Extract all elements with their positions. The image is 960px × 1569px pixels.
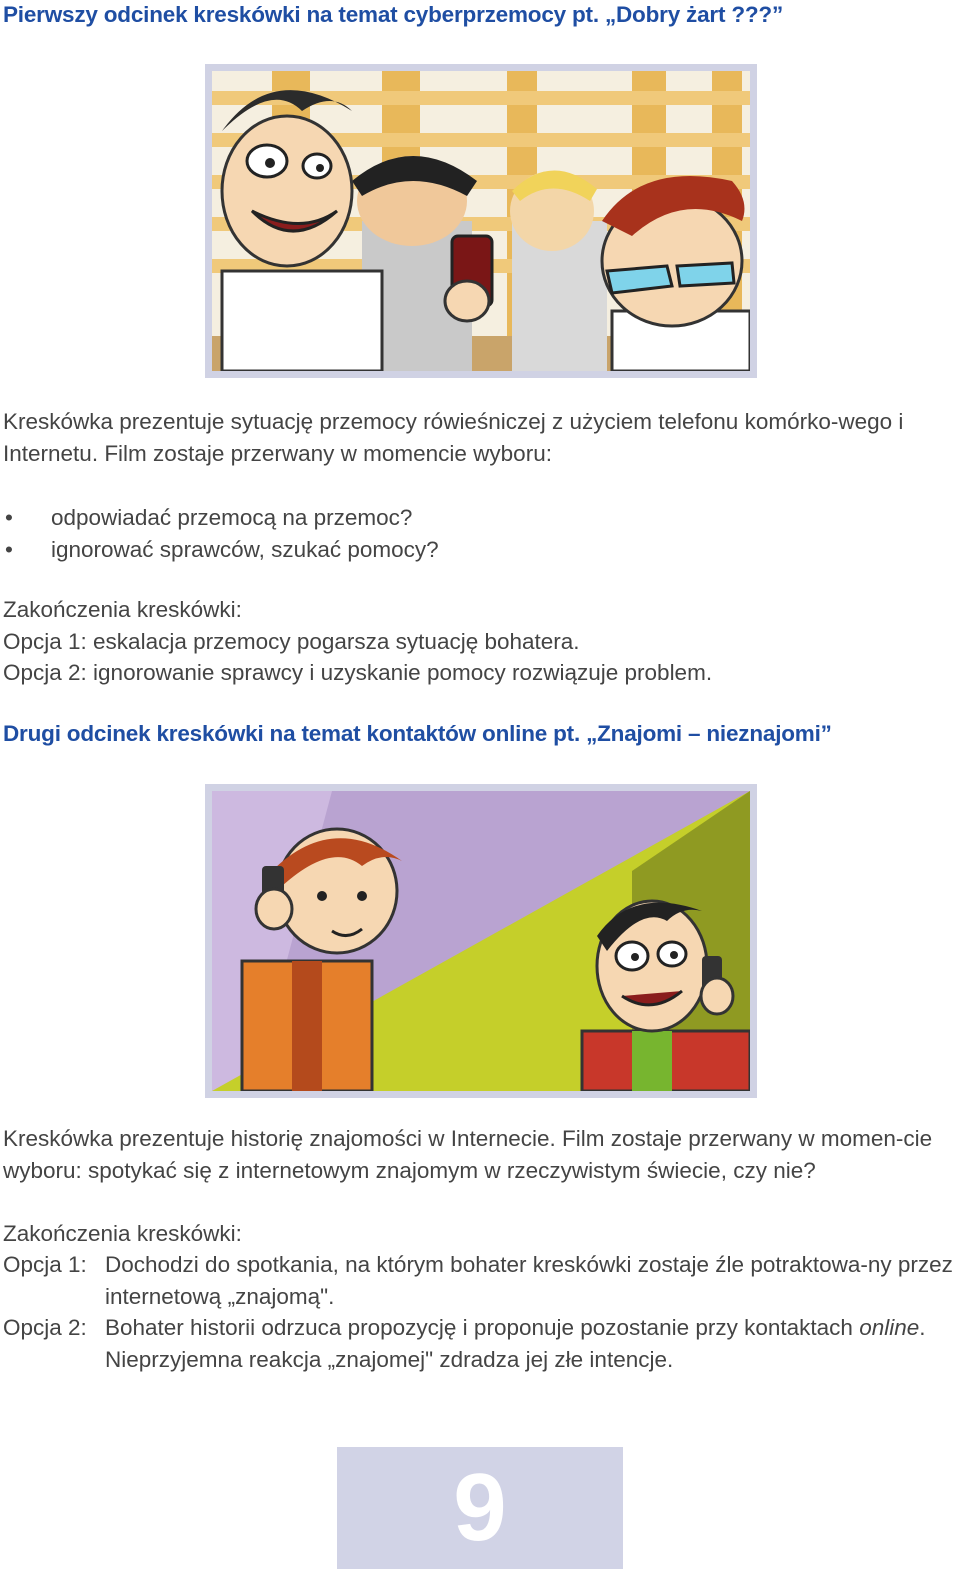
ending-option-2: [3, 1312, 958, 1375]
section1-heading: Pierwszy odcinek kreskówki na temat cyberprzemocy pt. „Dobry żart ???”: [3, 2, 784, 27]
page-number-box: [337, 1447, 623, 1569]
ending-option-1: [3, 1249, 958, 1312]
option-text: [3, 1312, 958, 1375]
cartoon-image-1: [212, 71, 750, 371]
cartoon-illustration-online-contacts: [205, 784, 757, 1098]
page-number: 9: [453, 1454, 507, 1561]
option-label: Opcja 2:: [3, 1315, 87, 1340]
choice-list: [3, 502, 439, 565]
endings-label: Zakończenia kreskówki:: [3, 1221, 242, 1246]
option-text: Dochodzi do spotkania, na którym bohater kreskówki zostaje źle potraktowa-ny przez internetową „znajomą".: [105, 1252, 953, 1309]
option-text-part: Bohater historii odrzuca propozycję i proponuje pozostanie przy kontaktach: [105, 1315, 860, 1340]
section1-description: Kreskówka prezentuje sytuację przemocy rówieśniczej z użyciem telefonu komórko-wego i Internetu. Film zostaje przerwany w momencie wyboru:: [3, 409, 904, 466]
ending-option-1: Opcja 1: eskalacja przemocy pogarsza sytuację bohatera.: [3, 629, 580, 654]
list-item: • ignorować sprawców, szukać pomocy?: [5, 536, 439, 562]
section2-heading: Drugi odcinek kreskówki na temat kontaktów online pt. „Znajomi – nieznajomi”: [3, 721, 832, 746]
endings-label: Zakończenia kreskówki:: [3, 597, 242, 622]
option-text-italic: online: [859, 1315, 920, 1340]
section2-description: Kreskówka prezentuje historię znajomości w Internecie. Film zostaje przerwany w momen-cie wyboru: spotykać się z internetowym znajomym w rzeczywistym świecie, czy nie?: [3, 1126, 933, 1183]
ending-option-2: Opcja 2: ignorowanie sprawcy i uzyskanie pomocy rozwiązuje problem.: [3, 660, 713, 685]
cartoon-illustration-bullying: [205, 64, 757, 378]
choice-text: ignorować sprawców, szukać pomocy?: [51, 536, 439, 562]
option-text-part: . Nieprzyjemna reakcja „znajomej" zdradza jej złe intencje.: [105, 1315, 926, 1372]
option-label: Opcja 1:: [3, 1252, 87, 1277]
list-item: • odpowiadać przemocą na przemoc?: [5, 505, 413, 530]
choice-text: odpowiadać przemocą na przemoc?: [51, 505, 413, 530]
cartoon-image-2: [212, 791, 750, 1091]
